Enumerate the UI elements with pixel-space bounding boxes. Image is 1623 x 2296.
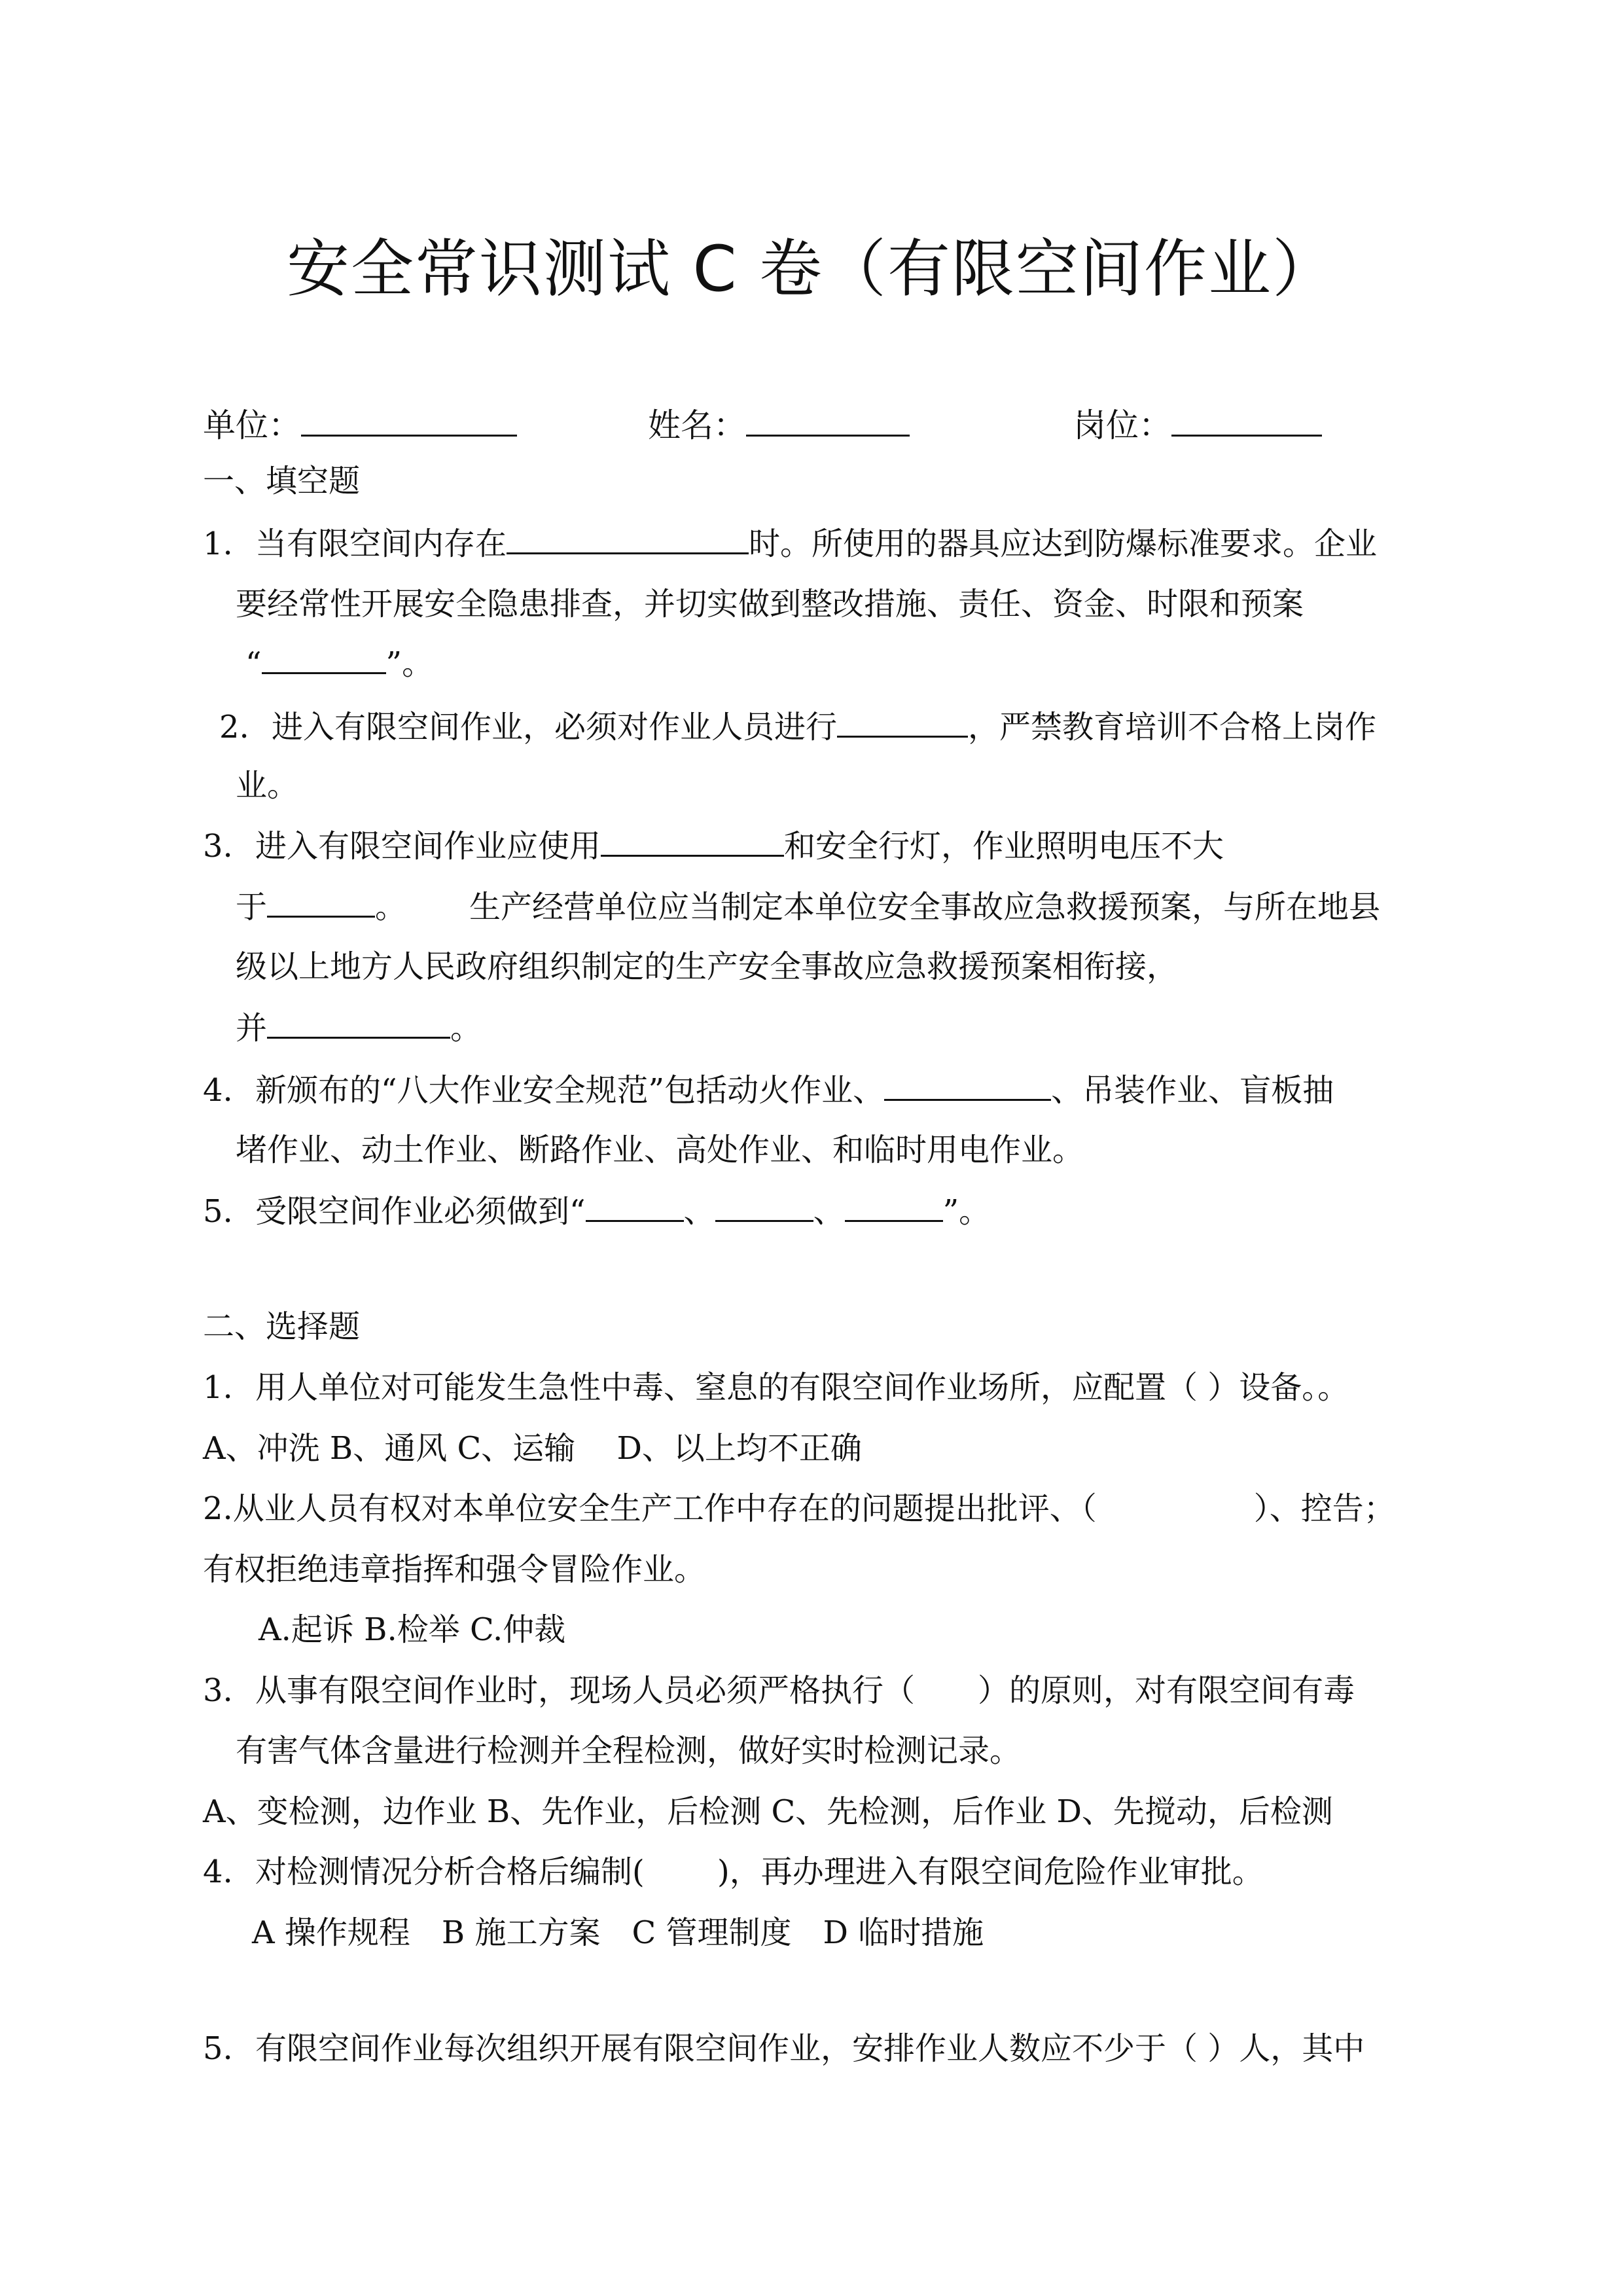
s2-q3-line1: 3. 从事有限空间作业时，现场人员必须严格执行（ ）的原则，对有限空间有毒 — [203, 1672, 1355, 1709]
s1-q1-blank1[interactable] — [507, 524, 749, 554]
info-row — [203, 399, 1446, 452]
name-field — [648, 399, 910, 446]
s1-q3-blank3[interactable] — [267, 1008, 450, 1039]
s1-q3-number: 3. — [203, 828, 233, 865]
s1-q4-line1: 4. 新颁布的“八大作业安全规范”包括动火作业、 、吊装作业、盲板抽 — [203, 1070, 1334, 1110]
s1-q3-line1: 3. 进入有限空间作业应使用 和安全行灯，作业照明电压不大 — [203, 826, 1224, 866]
s1-q1-number: 1. — [203, 526, 233, 562]
s1-q1-line1: 1. 当有限空间内存在 时。所使用的器具应达到防爆标准要求。企业 — [203, 524, 1377, 564]
s2-q5-number: 5. — [203, 2030, 233, 2067]
s1-q5-line1: 5. 受限空间作业必须做到“ 、 、 ”。 — [203, 1191, 990, 1231]
s1-q3-line2: 于 。 生产经营单位应当制定本单位安全事故应急救援预案，与所在地县 — [236, 887, 1380, 927]
s2-q5-line1: 5. 有限空间作业每次组织开展有限空间作业，安排作业人数应不少于（ ）人，其中 — [203, 2030, 1365, 2067]
s2-q3-options: A、变检测，边作业 B、先作业，后检测 C、先检测，后作业 D、先搅动，后检测 — [203, 1793, 1333, 1830]
s2-q4-line1: 4. 对检测情况分析合格后编制( )，再办理进入有限空间危险作业审批。 — [203, 1854, 1264, 1890]
s1-q5-blank3[interactable] — [845, 1191, 943, 1222]
s1-q4-line2: 堵作业、动土作业、断路作业、高处作业、和临时用电作业。 — [236, 1132, 1084, 1168]
s1-q1-line3: “ ”。 — [245, 643, 433, 683]
s2-q1-options: A、冲洗 B、通风 C、运输 D、以上均不正确 — [203, 1430, 862, 1467]
post-label: 岗位： — [1073, 406, 1171, 444]
s1-q5-blank1[interactable] — [586, 1191, 684, 1222]
s1-q1-blank2[interactable] — [262, 643, 386, 674]
page-title: 安全常识测试 C 卷（有限空间作业） — [286, 232, 1337, 306]
s2-q2-line2: 有权拒绝违章指挥和强令冒险作业。 — [203, 1551, 706, 1588]
unit-field — [203, 399, 517, 446]
unit-blank[interactable] — [301, 404, 517, 437]
s2-q2-line1: 2.从业人员有权对本单位安全生产工作中存在的问题提出批评、（ ）、控告； — [203, 1490, 1395, 1527]
s1-q5-number: 5. — [203, 1193, 233, 1230]
s1-q5-blank2[interactable] — [715, 1191, 813, 1222]
s1-q4-number: 4. — [203, 1072, 233, 1109]
s1-q3-blank1[interactable] — [601, 826, 784, 857]
s1-q2-number: 2. — [219, 709, 249, 745]
s2-q3-number: 3. — [203, 1672, 233, 1709]
section1-heading: 一、填空题 — [203, 463, 361, 499]
section2-heading: 二、选择题 — [203, 1308, 361, 1345]
name-blank[interactable] — [746, 404, 910, 437]
s1-q2-blank[interactable] — [837, 707, 968, 738]
post-field — [1073, 399, 1322, 446]
s2-q3-line2: 有害气体含量进行检测并全程检测，做好实时检测记录。 — [236, 1732, 1022, 1769]
s2-q1-number: 1. — [203, 1369, 233, 1406]
s2-q4-options: A 操作规程 B 施工方案 C 管理制度 D 临时措施 — [252, 1914, 984, 1951]
s1-q1-line2: 要经常性开展安全隐患排查，并切实做到整改措施、责任、资金、时限和预案 — [236, 586, 1304, 622]
name-label: 姓名： — [648, 406, 746, 444]
s2-q4-number: 4. — [203, 1854, 233, 1890]
s1-q3-line4: 并 。 — [236, 1008, 482, 1048]
s1-q2-line1: 2. 进入有限空间作业，必须对作业人员进行 ，严禁教育培训不合格上岗作 — [219, 707, 1376, 747]
s1-q3-blank2[interactable] — [267, 887, 375, 918]
s1-q2-line2: 业。 — [236, 767, 299, 804]
unit-label: 单位： — [203, 406, 301, 444]
s2-q1-line1: 1. 用人单位对可能发生急性中毒、窒息的有限空间作业场所，应配置（ ）设备。。 — [203, 1369, 1349, 1406]
s2-q2-options: A.起诉 B.检举 C.仲裁 — [259, 1611, 566, 1648]
s1-q4-blank[interactable] — [884, 1070, 1051, 1101]
s1-q3-line3: 级以上地方人民政府组织制定的生产安全事故应急救援预案相衔接， — [236, 948, 1179, 985]
post-blank[interactable] — [1171, 404, 1322, 437]
